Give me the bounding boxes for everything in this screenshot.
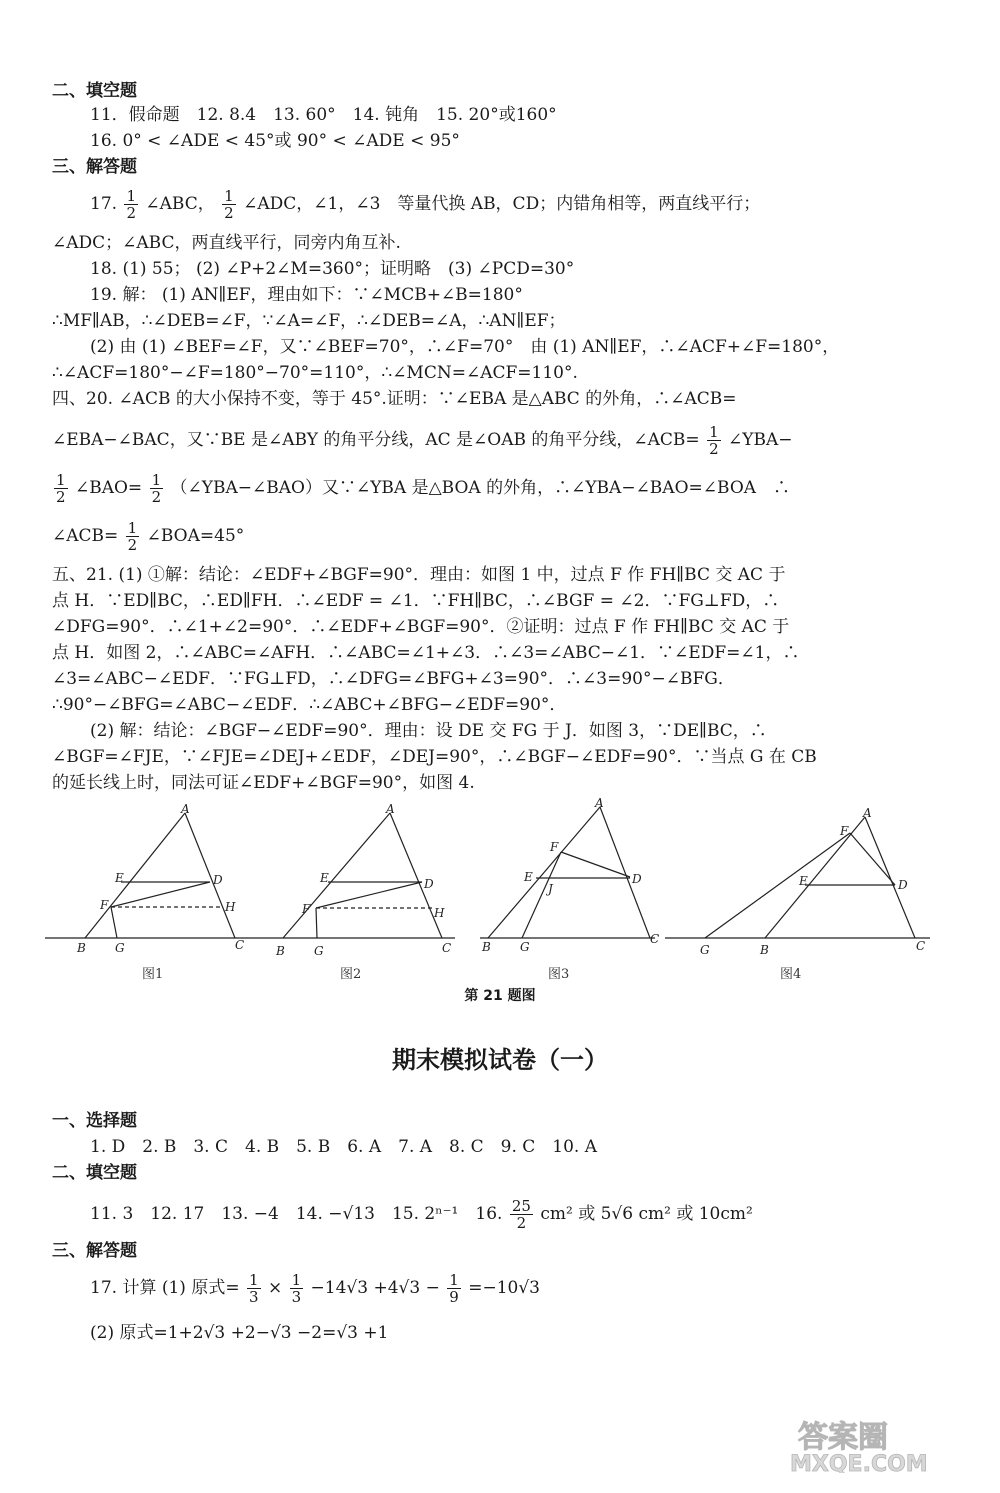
answer-line: 点 H．如图 2，∴∠ABC=∠AFH．∴∠ABC=∠1+∠3．∴∠3=∠ABC−∠1．∵∠EDF=∠1，∴: [52, 643, 800, 663]
watermark-en: MXQE.COM: [790, 1452, 928, 1473]
svg-text:F: F: [550, 840, 559, 854]
fraction: $\frac{1}{2}$: [224, 187, 234, 222]
answer-line: (2) 由 (1) ∠BEF=∠F，又∵∠BEF=70°，∴∠F=70° 由 (1) AN∥EF，∴∠ACF+∠F=180°，: [90, 337, 840, 357]
svg-text:A: A: [386, 802, 395, 816]
answer-line: 点 H．∵ED∥BC，∴ED∥FH．∴∠EDF = ∠1．∵FH∥BC，∴∠BGF = ∠2．∵FG⊥FD，∴: [52, 591, 780, 611]
answer-line: 四、20. ∠ACB 的大小保持不变，等于 45°.证明：∵∠EBA 是△ABC 的外角，∴∠ACB=: [52, 389, 737, 409]
answer-line: 11．假命题 12. 8.4 13. 60° 14. 钝角 15. 20°或160°: [90, 105, 557, 125]
fraction: $\frac{1}{3}$: [291, 1271, 302, 1306]
text: cm² 或 5√6 cm² 或 10cm²: [540, 1204, 753, 1224]
svg-text:G: G: [700, 943, 710, 957]
text: 11. 3 12. 17 13. −4 14. −√13 15. 2ⁿ⁻¹ 16.: [90, 1204, 503, 1224]
figure-2-caption: 图2: [340, 967, 362, 982]
figure-1: [45, 802, 255, 970]
svg-text:B: B: [482, 940, 491, 954]
answer-line: [52, 520, 930, 553]
svg-text:A: A: [595, 796, 604, 810]
svg-text:G: G: [115, 941, 125, 955]
fraction: $\frac{25}{2}$: [511, 1197, 531, 1232]
watermark-cn: 答案圈: [798, 1420, 888, 1455]
answer-line: 16. 0° < ∠ADE < 45°或 90° < ∠ADE < 95°: [90, 131, 460, 151]
answer-line: ∠BGF=∠FJE，∵∠FJE=∠DEJ+∠EDF，∠DEJ=90°，∴∠BGF−∠EDF=90°．∵当点 G 在 CB: [52, 747, 817, 767]
svg-text:F: F: [840, 824, 849, 838]
text: ∠ACB=: [52, 526, 119, 546]
svg-text:E: E: [320, 871, 329, 885]
text: ×: [267, 1278, 283, 1298]
svg-text:G: G: [520, 940, 530, 954]
svg-text:J: J: [548, 882, 553, 896]
answer-line: (2) 解：结论：∠BGF−∠EDF=90°．理由：设 DE 交 FG 于 J．如图 3，∵DE∥BC，∴: [90, 721, 767, 741]
figure-1-caption: 图1: [142, 967, 164, 982]
text: ∠ABC，: [145, 194, 215, 214]
fraction: $\frac{1}{2}$: [709, 423, 719, 458]
answer-line: ∠ADC；∠ABC，两直线平行，同旁内角互补.: [52, 233, 401, 253]
svg-text:A: A: [863, 806, 872, 820]
svg-text:E: E: [524, 870, 533, 884]
section-heading: 二、填空题: [52, 81, 137, 101]
answer-line: ∴∠ACF=180°−∠F=180°−70°=110°，∴∠MCN=∠ACF=110°.: [52, 363, 578, 383]
fraction: $\frac{1}{2}$: [126, 187, 136, 222]
svg-text:C: C: [916, 939, 926, 953]
answer-line: 19. 解： (1) AN∥EF，理由如下：∵∠MCB+∠B=180°: [90, 285, 523, 305]
figure-2: [250, 802, 460, 970]
answer-line: [90, 1272, 930, 1305]
svg-text:B: B: [276, 944, 285, 958]
answer-line: 五、21. (1) ①解：结论：∠EDF+∠BGF=90°．理由：如图 1 中，过点 F 作 FH∥BC 交 AC 于: [52, 565, 786, 585]
section-heading: 三、解答题: [52, 1241, 137, 1261]
answer-line: 18. (1) 55； (2) ∠P+2∠M=360°；证明略 (3) ∠PCD=30°: [90, 259, 575, 279]
answer-line: ∠DFG=90°．∴∠1+∠2=90°．∴∠EDF+∠BGF=90°．②证明：过点 F 作 FH∥BC 交 AC 于: [52, 617, 790, 637]
text: =−10√3: [468, 1278, 540, 1298]
answer-line: ∴MF∥AB，∴∠DEB=∠F，∵∠A=∠F，∴∠DEB=∠A，∴AN∥EF；: [52, 311, 566, 331]
section-heading: 三、解答题: [52, 157, 137, 177]
svg-text:C: C: [442, 941, 452, 955]
answer-line: [52, 472, 930, 505]
figure-4-caption: 图4: [780, 967, 802, 982]
answer-line: [52, 424, 930, 457]
text: 17.: [90, 194, 118, 214]
answer-line: 的延长线上时，同法可证∠EDF+∠BGF=90°，如图 4.: [52, 773, 475, 793]
svg-text:D: D: [424, 877, 434, 891]
figure-3-caption: 图3: [548, 967, 570, 982]
svg-text:B: B: [760, 943, 769, 957]
text: −14√3 +4√3 −: [310, 1278, 440, 1298]
text: ∠BAO=: [74, 478, 143, 498]
answer-line: (2) 原式=1+2√3 +2−√3 −2=√3 +1: [90, 1323, 389, 1343]
section-heading: 一、选择题: [52, 1111, 137, 1131]
svg-text:C: C: [650, 932, 660, 946]
svg-text:A: A: [181, 802, 190, 816]
svg-text:E: E: [115, 871, 124, 885]
fraction: $\frac{1}{9}$: [449, 1271, 459, 1306]
svg-text:F: F: [302, 902, 311, 916]
svg-text:E: E: [799, 874, 808, 888]
fraction: $\frac{1}{2}$: [56, 471, 66, 506]
answer-line: ∠3=∠ABC−∠EDF．∵FG⊥FD，∴∠DFG=∠BFG+∠3=90°．∴∠3=90°−∠BFG．: [52, 669, 735, 689]
svg-text:H: H: [225, 900, 236, 914]
section-heading: 二、填空题: [52, 1163, 137, 1183]
svg-text:G: G: [314, 944, 324, 958]
figure-4: [665, 805, 935, 970]
fraction: $\frac{1}{2}$: [151, 471, 162, 506]
svg-text:D: D: [898, 878, 908, 892]
answer-line: 1. D 2. B 3. C 4. B 5. B 6. A 7. A 8. C 9. C 10. A: [90, 1137, 598, 1157]
figure-3: [470, 795, 670, 960]
svg-text:D: D: [213, 873, 223, 887]
text: ∠BOA=45°: [146, 526, 245, 546]
svg-text:F: F: [100, 898, 109, 912]
answer-line: ∴90°−∠BFG=∠ABC−∠EDF．∴∠ABC+∠BFG−∠EDF=90°．: [52, 695, 567, 715]
svg-text:D: D: [632, 872, 642, 886]
svg-text:B: B: [77, 941, 86, 955]
page-title: 期末模拟试卷（一）: [392, 1046, 608, 1074]
svg-text:C: C: [235, 938, 245, 952]
text: 17. 计算 (1) 原式=: [90, 1278, 240, 1298]
text: ∠YBA−: [728, 430, 793, 450]
fraction: $\frac{1}{3}$: [248, 1271, 259, 1306]
answer-line: [90, 1198, 930, 1231]
text: ∠EBA−∠BAC，又∵BE 是∠ABY 的角平分线，AC 是∠OAB 的角平分线，∠ACB=: [52, 430, 700, 450]
fraction: $\frac{1}{2}$: [127, 519, 138, 554]
figure-group-caption: 第 21 题图: [464, 988, 536, 1004]
answer-line-17: [90, 188, 930, 221]
text: （∠YBA−∠BAO）又∵∠YBA 是△BOA 的外角，∴∠YBA−∠BAO=∠BOA ∴: [170, 478, 791, 498]
svg-text:H: H: [434, 906, 445, 920]
text: ∠ADC，∠1，∠3 等量代换 AB，CD；内错角相等，两直线平行；: [243, 194, 761, 214]
watermark-logo: [778, 1413, 978, 1473]
